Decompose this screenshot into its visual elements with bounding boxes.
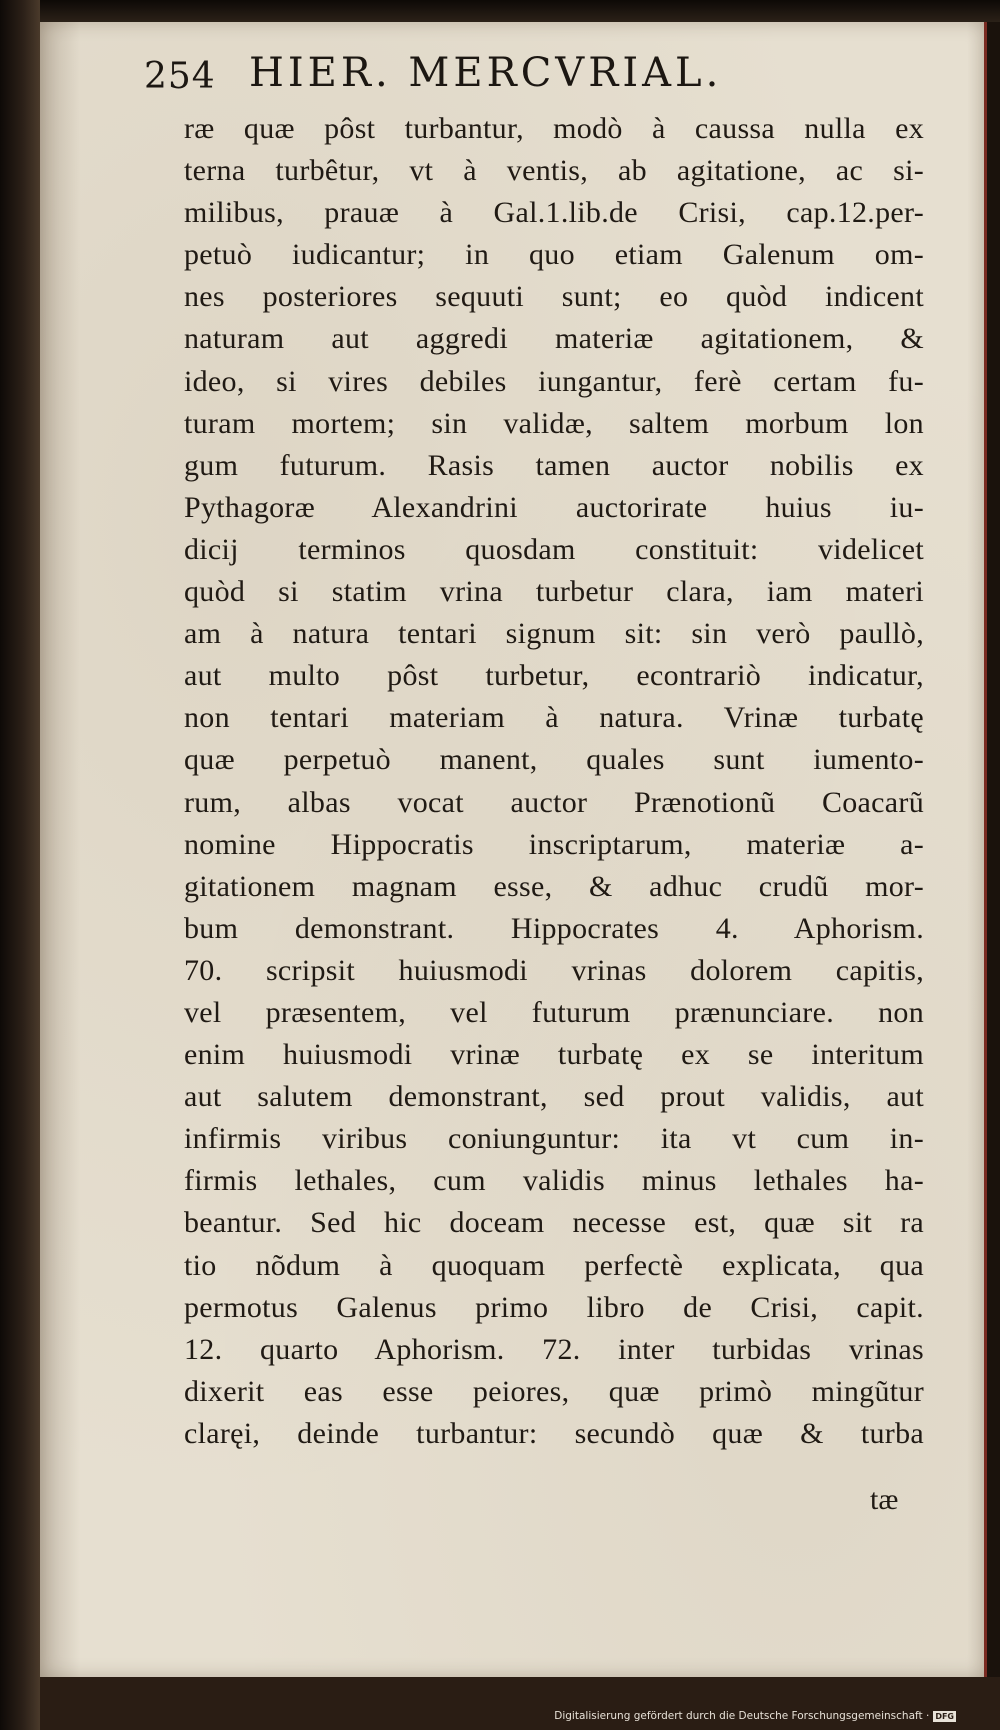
credit-text: Digitalisierung gefördert durch die Deutsche Forschungsgemeinschaft · [554, 1710, 930, 1722]
text-line: terna turbêtur, vt à ventis, ab agitatione, ac si- [184, 154, 924, 188]
text-line: infirmis viribus coniunguntur: ita vt cum in- [184, 1122, 924, 1156]
text-line: quæ perpetuò manent, quales sunt iumento- [184, 743, 924, 777]
book-binding-edge [0, 0, 40, 1730]
running-title: HIER. MERCVRIAL. [249, 50, 723, 96]
text-line: ræ quæ pôst turbantur, modò à caussa nulla ex [184, 112, 924, 145]
text-line: vel præsentem, vel futurum prænunciare. non [184, 995, 924, 1029]
text-line: ideo, si vires debiles iungantur, ferè certam fu- [184, 364, 924, 398]
text-line: enim huiusmodi vrinæ turbatę ex se interitum [184, 1038, 924, 1072]
text-line: non tentari materiam à natura. Vrinæ turbatę [184, 701, 924, 735]
text-line: naturam aut aggredi materiæ agitationem, & [184, 322, 924, 356]
text-line: gum futurum. Rasis tamen auctor nobilis ex [184, 448, 924, 482]
digitization-credit [554, 1710, 956, 1722]
scan-bottom-margin [40, 1677, 1000, 1730]
text-line: rum, albas vocat auctor Prænotionũ Coacarũ [184, 785, 924, 819]
text-line: dicij terminos quosdam constituit: videlicet [184, 532, 924, 566]
text-line: petuò iudicantur; in quo etiam Galenum om- [184, 238, 924, 272]
text-line: dixerit eas esse peiores, quæ primò mingũtur [184, 1374, 924, 1408]
text-line: tio nõdum à quoquam perfectè explicata, qua [184, 1248, 924, 1282]
page-number: 254 [144, 56, 216, 97]
text-line: milibus, prauæ à Gal.1.lib.de Crisi, cap.12.per- [184, 196, 924, 230]
text-line: Pythagoræ Alexandrini auctorirate huius iu- [184, 490, 924, 524]
text-line: gitationem magnam esse, & adhuc crudũ mor- [184, 869, 924, 903]
text-line: nes posteriores sequuti sunt; eo quòd indicent [184, 280, 924, 314]
text-line: permotus Galenus primo libro de Crisi, capit. [184, 1290, 924, 1324]
text-line: aut salutem demonstrant, sed prout validis, aut [184, 1080, 924, 1114]
text-line: firmis lethales, cum validis minus lethales ha- [184, 1164, 924, 1198]
text-line: beantur. Sed hic doceam necesse est, quæ sit ra [184, 1206, 924, 1240]
dfg-logo: DFG [935, 1711, 954, 1721]
text-line: am à natura tentari signum sit: sin verò paullò, [184, 617, 924, 651]
text-line: bum demonstrant. Hippocrates 4. Aphorism. [184, 911, 924, 945]
page-edge-rule [984, 22, 987, 1677]
text-line: 70. scripsit huiusmodi vrinas dolorem capitis, [184, 953, 924, 987]
text-line: 12. quarto Aphorism. 72. inter turbidas vrinas [184, 1332, 924, 1366]
running-head [144, 50, 864, 106]
text-line: claręi, deinde turbantur: secundò quæ & turba [184, 1416, 924, 1450]
text-line: quòd si statim vrina turbetur clara, iam materi [184, 575, 924, 609]
scan-top-margin [40, 0, 1000, 22]
catchword: tæ [870, 1483, 899, 1516]
body-text [184, 108, 924, 1455]
text-line: aut multo pôst turbetur, econtrariò indicatur, [184, 659, 924, 693]
text-line: nomine Hippocratis inscriptarum, materiæ a- [184, 827, 924, 861]
text-line: turam mortem; sin validæ, saltem morbum lon [184, 406, 924, 440]
